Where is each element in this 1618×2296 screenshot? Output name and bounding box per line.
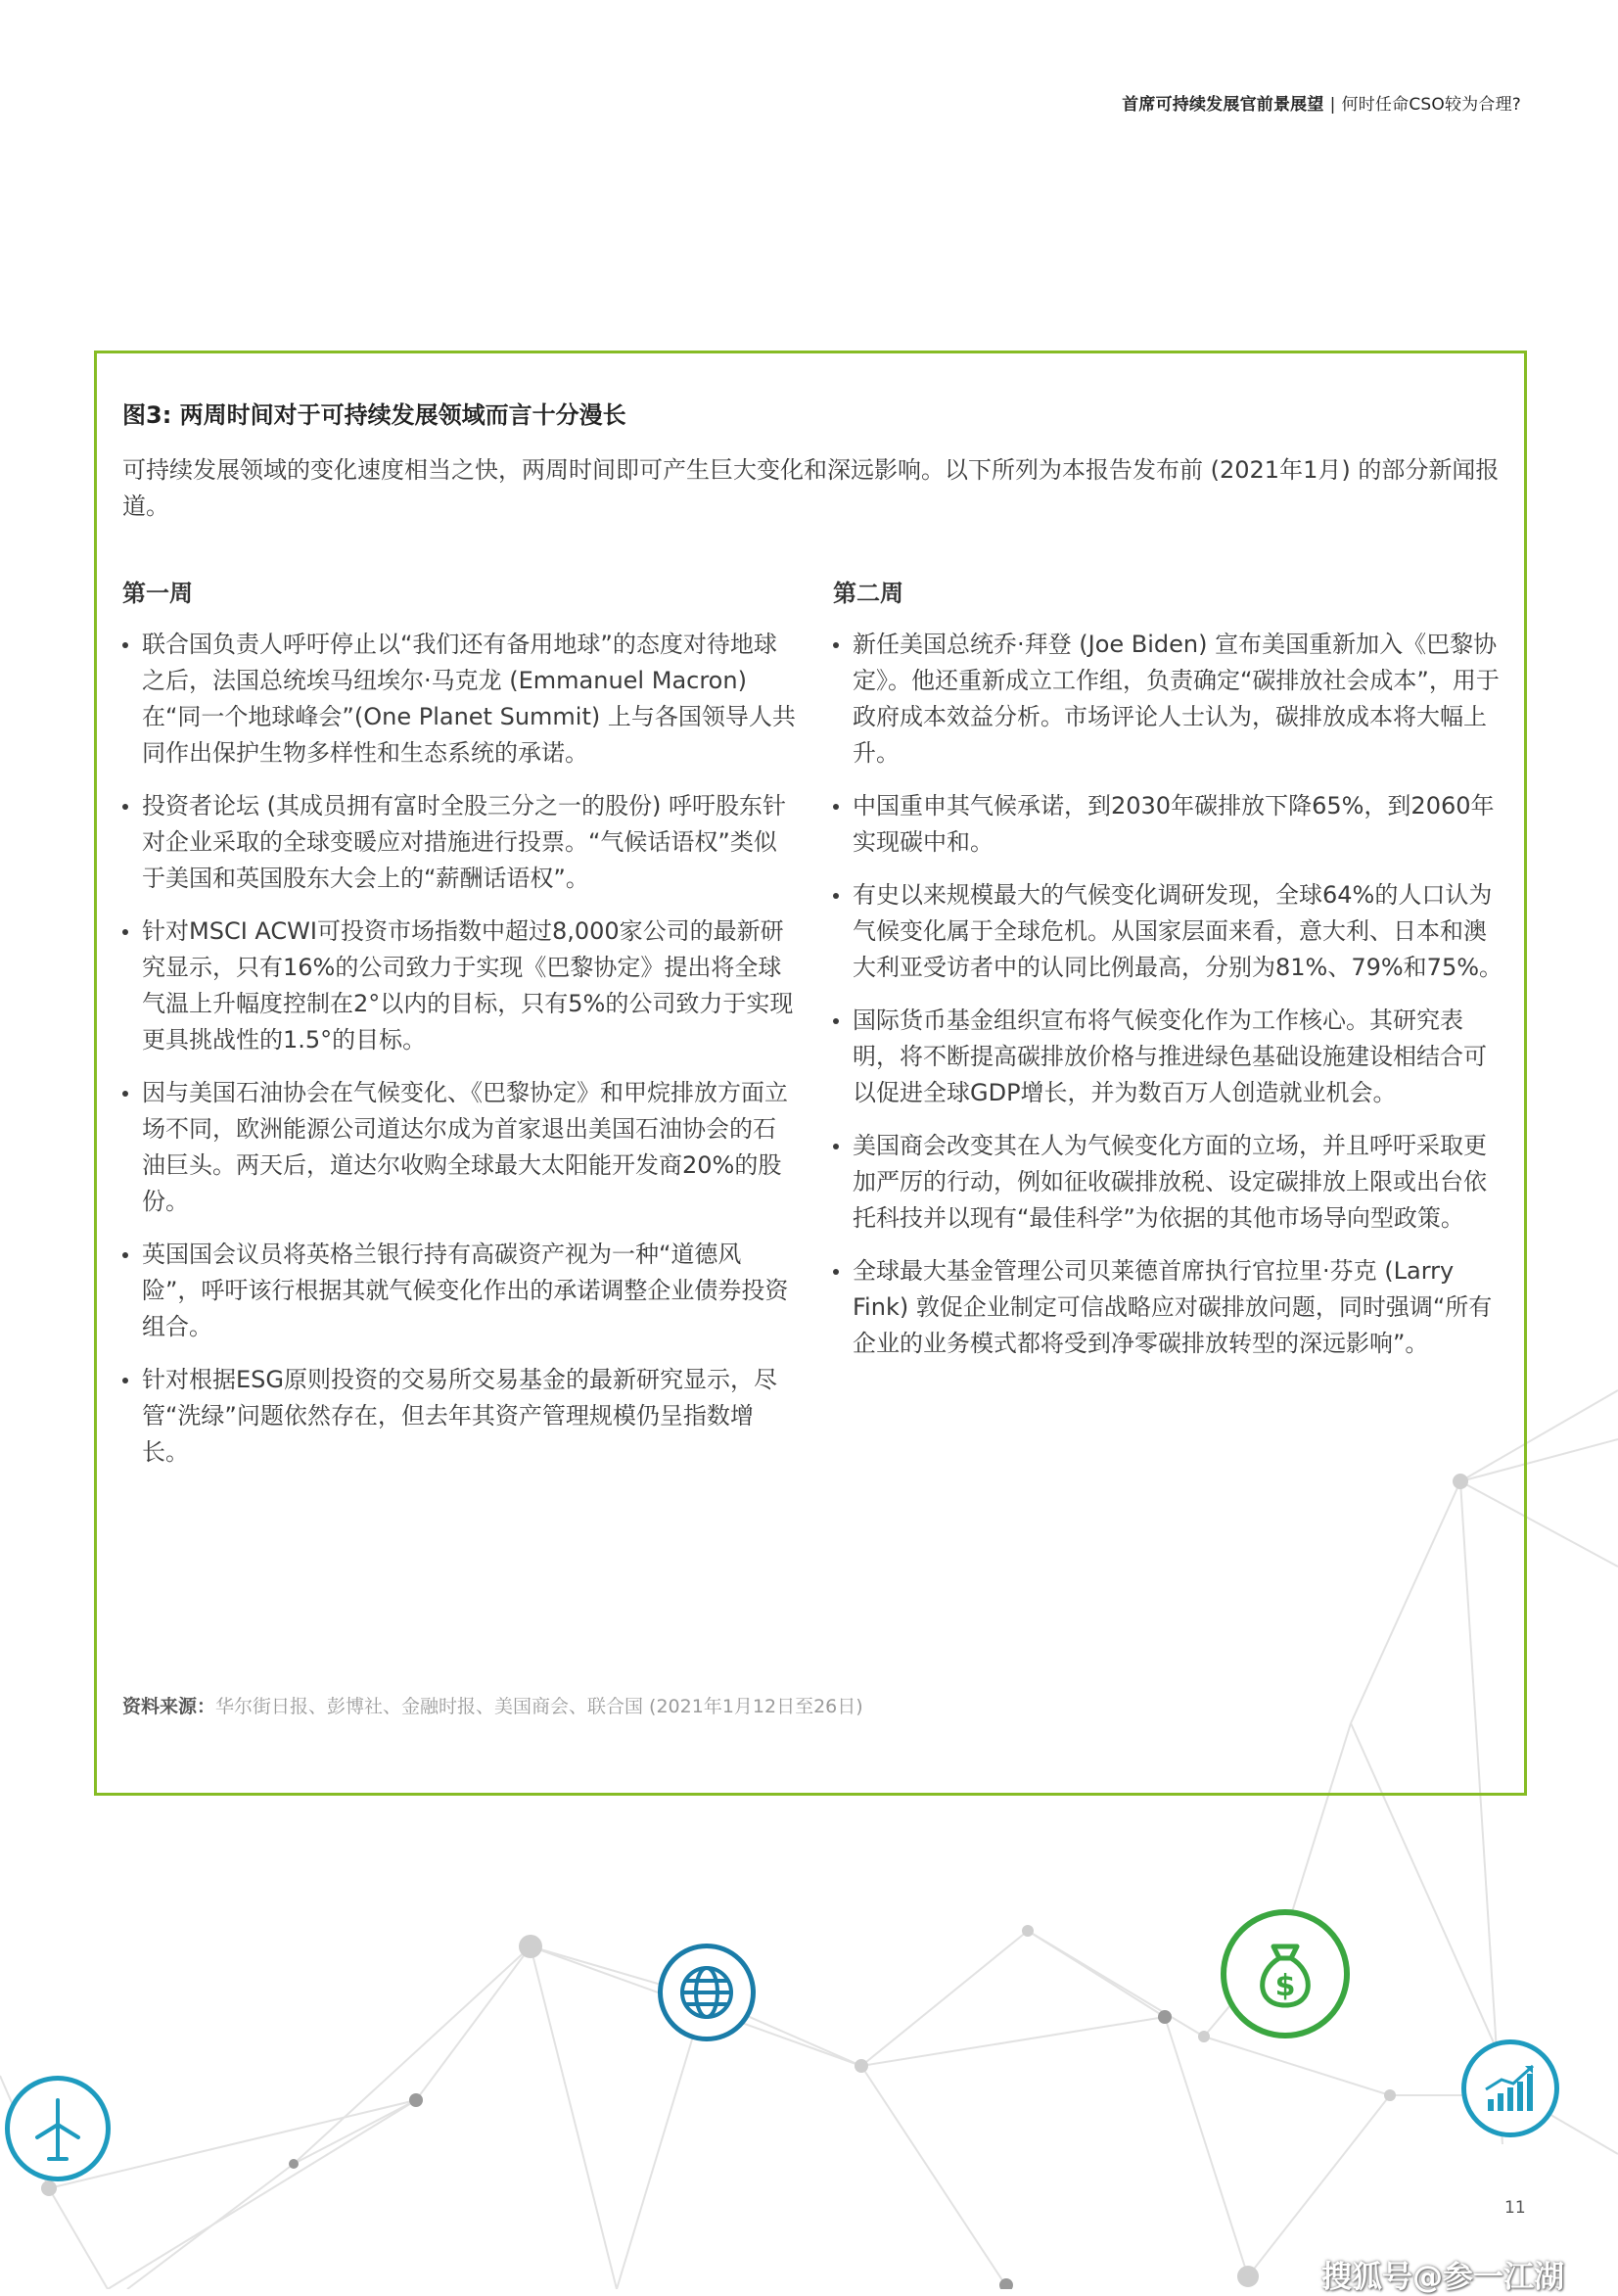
list-item: 美国商会改变其在人为气候变化方面的立场，并且呼吁采取更加严厉的行动，例如征收碳排放税、设定碳排放上限或出台依托科技并以现有“最佳科学”为依据的其他市场导向型政策。 xyxy=(833,1128,1504,1237)
list-item: 新任美国总统乔·拜登 (Joe Biden) 宣布美国重新加入《巴黎协定》。他还重新成立工作组，负责确定“碳排放社会成本”，用于政府成本效益分析。市场评论人士认为，碳排放成本将大幅上升。 xyxy=(833,627,1504,772)
page-number: 11 xyxy=(1504,2198,1526,2218)
week1-column xyxy=(122,574,798,1487)
list-item: 针对MSCI ACWI可投资市场指数中超过8,000家公司的最新研究显示，只有16%的公司致力于实现《巴黎协定》提出将全球气温上升幅度控制在2°以内的目标，只有5%的公司致力于实现更具挑战性的1.5°的目标。 xyxy=(122,914,798,1058)
week2-heading: 第二周 xyxy=(833,580,903,607)
running-header xyxy=(1122,90,1521,115)
week2-list xyxy=(833,627,1504,1362)
report-subtitle: 何时任命CSO较为合理? xyxy=(1341,95,1521,115)
list-item: 因与美国石油协会在气候变化、《巴黎协定》和甲烷排放方面立场不同，欧洲能源公司道达尔成为首家退出美国石油协会的石油巨头。两天后，道达尔收购全球最大太阳能开发商20%的股份。 xyxy=(122,1075,798,1220)
wind-turbine-icon xyxy=(5,2076,111,2181)
source-note xyxy=(122,1692,863,1718)
money-bag-icon xyxy=(1221,1909,1350,2038)
header-separator: | xyxy=(1329,95,1336,115)
list-item: 全球最大基金管理公司贝莱德首席执行官拉里·芬克 (Larry Fink) 敦促企业制定可信战略应对碳排放问题，同时强调“所有企业的业务模式都将受到净零碳排放转型的深远影响”。 xyxy=(833,1253,1504,1362)
week1-heading: 第一周 xyxy=(122,580,193,607)
svg-text:$: $ xyxy=(1274,1969,1296,2003)
list-item: 联合国负责人呼吁停止以“我们还有备用地球”的态度对待地球之后，法国总统埃马纽埃尔·马克龙 (Emmanuel Macron) 在“同一个地球峰会”(One Planet Summit) 上与各国领导人共同作出保护生物多样性和生态系统的承诺。 xyxy=(122,627,798,772)
watermark: 搜狐号@参一江湖 xyxy=(1321,2260,1564,2295)
growth-chart-icon xyxy=(1461,2039,1559,2137)
source-label: 资料来源： xyxy=(122,1696,216,1717)
list-item: 有史以来规模最大的气候变化调研发现，全球64%的人口认为气候变化属于全球危机。从国家层面来看，意大利、日本和澳大利亚受访者中的认同比例最高，分别为81%、79%和75%。 xyxy=(833,877,1504,986)
source-text: 华尔街日报、彭博社、金融时报、美国商会、联合国 (2021年1月12日至26日) xyxy=(215,1696,863,1717)
list-item: 国际货币基金组织宣布将气候变化作为工作核心。其研究表明，将不断提高碳排放价格与推进绿色基础设施建设相结合可以促进全球GDP增长，并为数百万人创造就业机会。 xyxy=(833,1003,1504,1111)
report-title: 首席可持续发展官前景展望 xyxy=(1122,95,1324,115)
list-item: 英国国会议员将英格兰银行持有高碳资产视为一种“道德风险”，呼吁该行根据其就气候变化作出的承诺调整企业债券投资组合。 xyxy=(122,1237,798,1345)
week2-column xyxy=(833,574,1504,1379)
list-item: 针对根据ESG原则投资的交易所交易基金的最新研究显示，尽管“洗绿”问题依然存在，但去年其资产管理规模仍呈指数增长。 xyxy=(122,1362,798,1471)
list-item: 中国重申其气候承诺，到2030年碳排放下降65%，到2060年实现碳中和。 xyxy=(833,788,1504,861)
figure-title: 图3: 两周时间对于可持续发展领域而言十分漫长 xyxy=(122,401,626,429)
list-item: 投资者论坛 (其成员拥有富时全股三分之一的股份) 呼吁股东针对企业采取的全球变暖应对措施进行投票。“气候话语权”类似于美国和英国股东大会上的“薪酬话语权”。 xyxy=(122,788,798,897)
week1-list xyxy=(122,627,798,1471)
figure-intro: 可持续发展领域的变化速度相当之快，两周时间即可产生巨大变化和深远影响。以下所列为本报告发布前 (2021年1月) 的部分新闻报道。 xyxy=(122,456,1500,520)
figure-box xyxy=(94,351,1527,1796)
globe-icon xyxy=(658,1944,756,2041)
